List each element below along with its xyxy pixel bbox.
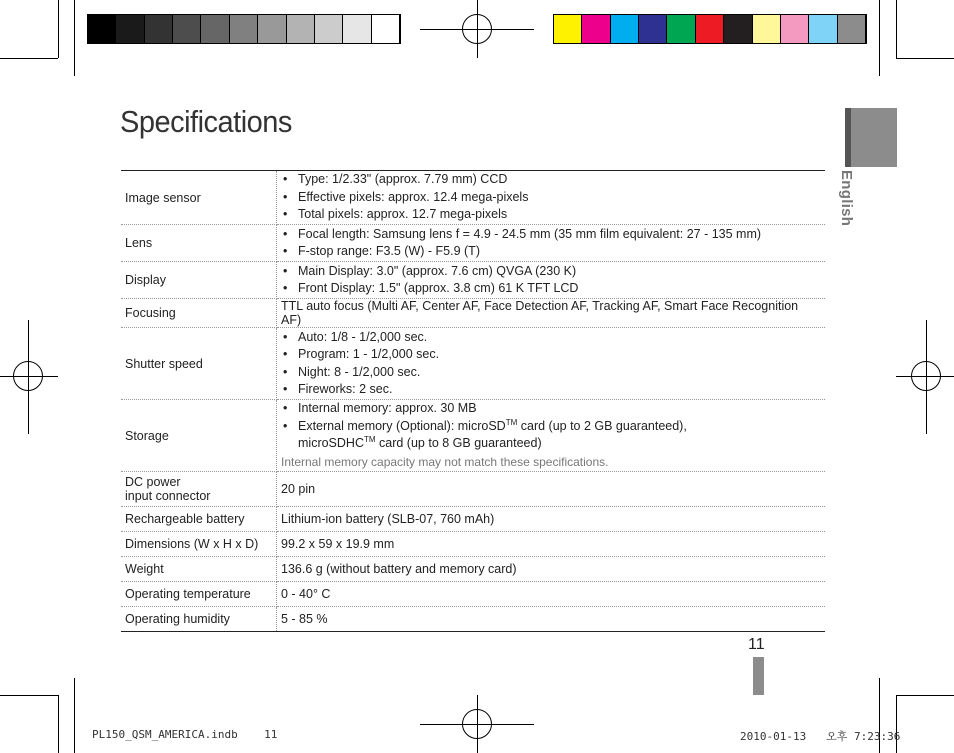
bullet-list <box>281 226 821 261</box>
list-item: • Main Display: 3.0" (approx. 7.6 cm) QVGA (230 K) <box>281 263 821 281</box>
registration-line <box>28 320 29 434</box>
spec-value <box>277 171 826 225</box>
table-row <box>121 582 825 607</box>
color-swatch <box>315 15 343 43</box>
color-swatch <box>173 15 201 43</box>
spec-value: 5 - 85 % <box>277 607 826 632</box>
color-swatch <box>116 15 144 43</box>
table-row <box>121 507 825 532</box>
table-row <box>121 557 825 582</box>
table-row <box>121 262 825 299</box>
language-tab-marker <box>845 108 897 167</box>
trademark-mark: TM <box>505 417 518 427</box>
list-item: • Effective pixels: approx. 12.4 mega-pixels <box>281 189 821 207</box>
color-swatch <box>201 15 229 43</box>
list-item-text: card (up to 8 GB guaranteed) <box>375 436 542 451</box>
page-number-bar <box>753 657 764 695</box>
specifications-table <box>121 170 825 632</box>
color-swatch <box>343 15 371 43</box>
color-swatch <box>781 15 809 43</box>
list-item: • Fireworks: 2 sec. <box>281 381 821 399</box>
crop-mark <box>896 0 897 58</box>
table-row <box>121 299 825 328</box>
spec-label-line: DC power <box>125 475 181 489</box>
table-row <box>121 171 825 225</box>
spec-label: Display <box>121 262 277 299</box>
grayscale-color-bar <box>87 14 401 44</box>
footer-file-name: PL150_QSM_AMERICA.indb 11 <box>92 728 278 741</box>
crop-mark <box>879 0 880 76</box>
list-item-text: card (up to 2 GB guaranteed), <box>517 418 687 433</box>
color-swatch <box>258 15 286 43</box>
spec-label: Shutter speed <box>121 328 277 400</box>
process-color-bar <box>553 14 867 44</box>
crop-mark <box>74 0 75 76</box>
language-tab <box>838 170 862 230</box>
spec-label: Lens <box>121 225 277 262</box>
list-item: • Front Display: 1.5" (approx. 3.8 cm) 61 K TFT LCD <box>281 280 821 298</box>
crop-mark <box>896 58 954 59</box>
table-row <box>121 328 825 400</box>
color-swatch <box>724 15 752 43</box>
table-row <box>121 225 825 262</box>
spec-label: Image sensor <box>121 171 277 225</box>
language-tab-label: English <box>838 170 855 227</box>
spec-value <box>277 262 826 299</box>
registration-line <box>477 0 478 58</box>
list-item: • Type: 1/2.33" (approx. 7.79 mm) CCD <box>281 171 821 189</box>
color-swatch <box>809 15 837 43</box>
spec-value: Lithium-ion battery (SLB-07, 760 mAh) <box>277 507 826 532</box>
spec-value: 0 - 40° C <box>277 582 826 607</box>
crop-mark <box>0 695 58 696</box>
list-item: • Auto: 1/8 - 1/2,000 sec. <box>281 329 821 347</box>
crop-mark <box>0 58 58 59</box>
table-row <box>121 472 825 507</box>
color-swatch <box>639 15 667 43</box>
color-swatch <box>145 15 173 43</box>
list-item: • Internal memory: approx. 30 MB <box>281 400 821 418</box>
list-item: • Night: 8 - 1/2,000 sec. <box>281 364 821 382</box>
storage-note: Internal memory capacity may not match these specifications. <box>281 454 609 469</box>
spec-label: Operating humidity <box>121 607 277 632</box>
crop-mark <box>74 678 75 753</box>
color-swatch <box>611 15 639 43</box>
page-number: 11 <box>748 636 765 653</box>
list-item <box>281 418 821 453</box>
color-swatch <box>753 15 781 43</box>
color-swatch <box>667 15 695 43</box>
spec-value: TTL auto focus (Multi AF, Center AF, Face Detection AF, Tracking AF, Smart Face Recognition AF) <box>277 299 826 328</box>
spec-value <box>277 400 826 472</box>
crop-mark <box>58 0 59 58</box>
bullet-list <box>281 400 821 453</box>
crop-mark <box>896 695 954 696</box>
list-item-text: External memory (Optional): microSD <box>298 418 506 433</box>
color-swatch <box>287 15 315 43</box>
registration-line <box>477 695 478 753</box>
spec-value: 136.6 g (without battery and memory card) <box>277 557 826 582</box>
color-swatch <box>372 15 400 43</box>
spec-label: Operating temperature <box>121 582 277 607</box>
language-tab-edge <box>845 108 851 167</box>
footer-timestamp: 2010-01-13 오후 7:23:36 <box>740 730 901 743</box>
bullet-list <box>281 171 821 224</box>
list-item: • Focal length: Samsung lens f = 4.9 - 24.5 mm (35 mm film equivalent: 27 - 135 mm) <box>281 226 821 244</box>
bullet-list <box>281 329 821 399</box>
list-item: • Program: 1 - 1/2,000 sec. <box>281 346 821 364</box>
spec-label <box>121 472 277 507</box>
registration-line <box>0 376 58 377</box>
color-swatch <box>582 15 610 43</box>
spec-label: Weight <box>121 557 277 582</box>
color-swatch <box>88 15 116 43</box>
table-row <box>121 400 825 472</box>
registration-line <box>926 320 927 434</box>
spec-label: Focusing <box>121 299 277 328</box>
spec-value <box>277 328 826 400</box>
spec-label: Rechargeable battery <box>121 507 277 532</box>
spec-value <box>277 225 826 262</box>
spec-label-line: input connector <box>125 489 211 503</box>
crop-mark <box>896 695 897 753</box>
color-swatch <box>696 15 724 43</box>
bullet-list <box>281 263 821 298</box>
spec-label: Storage <box>121 400 277 472</box>
trademark-mark: TM <box>363 435 376 445</box>
spec-value: 20 pin <box>277 472 826 507</box>
list-item: • F-stop range: F3.5 (W) - F5.9 (T) <box>281 243 821 261</box>
color-swatch <box>230 15 258 43</box>
color-swatch <box>554 15 582 43</box>
spec-label: Dimensions (W x H x D) <box>121 532 277 557</box>
spec-value: 99.2 x 59 x 19.9 mm <box>277 532 826 557</box>
crop-mark <box>58 695 59 753</box>
registration-line <box>896 376 954 377</box>
color-swatch <box>838 15 866 43</box>
table-row <box>121 607 825 632</box>
table-row <box>121 532 825 557</box>
page-title: Specifications <box>120 106 292 140</box>
list-item-text: microSDHC <box>298 436 364 451</box>
list-item: • Total pixels: approx. 12.7 mega-pixels <box>281 206 821 224</box>
